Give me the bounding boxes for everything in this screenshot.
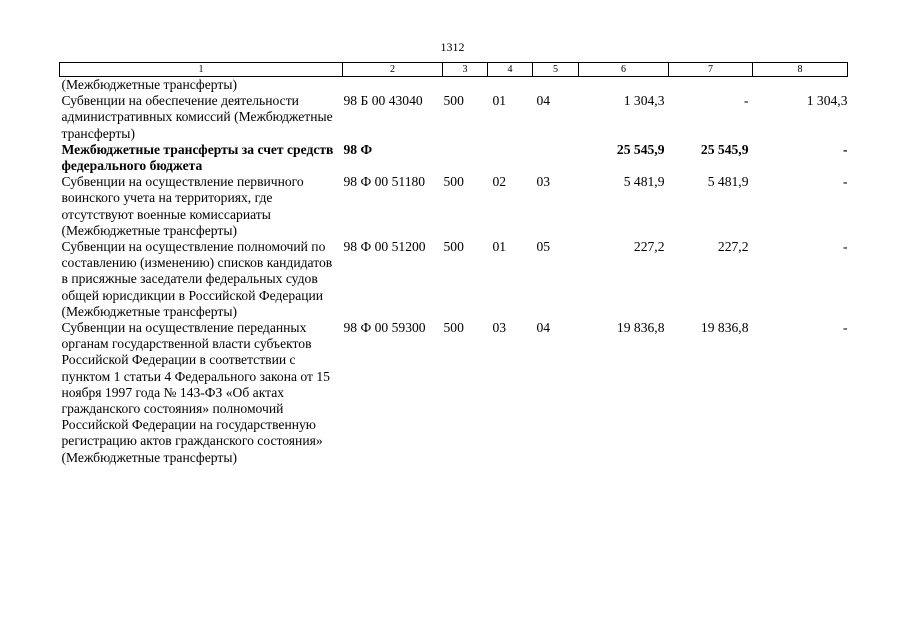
row-subsection: 05 [536, 239, 551, 255]
column-header: 6 [579, 63, 669, 77]
row-section: 02 [492, 174, 507, 190]
row-total: 227,2 [633, 239, 665, 255]
row-total: 1 304,3 [623, 93, 665, 109]
row-name: Субвенции на обеспечение деятельности административных комиссий (Межбюджетные трансферты) [61, 93, 333, 141]
column-header: 8 [753, 63, 848, 77]
row-federal: 25 545,9 [700, 141, 749, 157]
row-section: 01 [492, 239, 507, 255]
row-kvr: 500 [443, 93, 464, 109]
row-name: (Межбюджетные трансферты) [61, 77, 237, 92]
column-header: 2 [343, 63, 443, 77]
row-federal [669, 77, 753, 94]
table-row [60, 93, 848, 142]
row-subsection: 04 [536, 93, 551, 109]
row-federal: 19 836,8 [700, 320, 749, 336]
row-kvr: 500 [443, 320, 464, 336]
row-name: Субвенции на осуществление переданных органам государственной власти субъектов Российской Федерации в соответствии с пунктом 1 статьи 4 Федерального закона от 15 ноября 1997 года № 143-ФЗ «Об актах гражданского состояния» полномочий Российской Федерации на государственную регистрацию актов гражданского состояния» (Межбюджетные трансферты) [61, 320, 330, 465]
row-section [488, 77, 533, 94]
row-total [579, 77, 669, 94]
page-number: 1312 [440, 40, 465, 54]
column-header: 4 [488, 63, 533, 77]
row-code: 98 Б 00 43040 [343, 93, 423, 109]
column-header: 3 [443, 63, 488, 77]
table-body [60, 77, 848, 466]
row-kvr: 500 [443, 239, 464, 255]
row-other: 1 304,3 [806, 93, 848, 109]
row-subsection [533, 142, 579, 174]
row-section [488, 142, 533, 174]
row-name: Субвенции на осуществление первичного воинского учета на территориях, где отсутствуют военные комиссариаты (Межбюджетные трансферты) [61, 174, 304, 238]
row-name: Межбюджетные трансферты за счет средств федерального бюджета [61, 141, 334, 174]
row-other: - [842, 320, 848, 336]
row-section: 01 [492, 93, 507, 109]
table-row [60, 239, 848, 320]
row-code: 98 Ф 00 59300 [343, 320, 426, 336]
row-total: 19 836,8 [616, 320, 665, 336]
row-federal: 5 481,9 [707, 174, 749, 190]
row-section: 03 [492, 320, 507, 336]
row-total: 5 481,9 [623, 174, 665, 190]
column-header: 7 [669, 63, 753, 77]
row-other: - [842, 239, 848, 255]
row-code: 98 Ф 00 51200 [343, 239, 426, 255]
row-kvr: 500 [443, 174, 464, 190]
row-kvr [443, 77, 488, 94]
row-subsection: 04 [536, 320, 551, 336]
table-row [60, 174, 848, 239]
row-code: 98 Ф [343, 141, 373, 157]
row-code: 98 Ф 00 51180 [343, 174, 426, 190]
table-row [60, 320, 848, 466]
row-code [343, 77, 443, 94]
row-name: Субвенции на осуществление полномочий по составлению (изменению) списков кандидатов в присяжные заседатели федеральных судов общей юрисдикции в Российской Федерации (Межбюджетные трансферты) [61, 239, 333, 319]
row-other: - [842, 174, 848, 190]
row-other [753, 77, 848, 94]
column-header: 5 [533, 63, 579, 77]
row-other: - [842, 141, 848, 157]
row-kvr [443, 142, 488, 174]
column-header: 1 [60, 63, 343, 77]
table-row [60, 77, 848, 94]
header-row [60, 63, 848, 77]
row-subsection: 03 [536, 174, 551, 190]
budget-table [59, 62, 848, 466]
row-total: 25 545,9 [616, 141, 665, 157]
row-federal: 227,2 [717, 239, 749, 255]
row-federal: - [743, 93, 749, 109]
row-subsection [533, 77, 579, 94]
table-row [60, 142, 848, 174]
